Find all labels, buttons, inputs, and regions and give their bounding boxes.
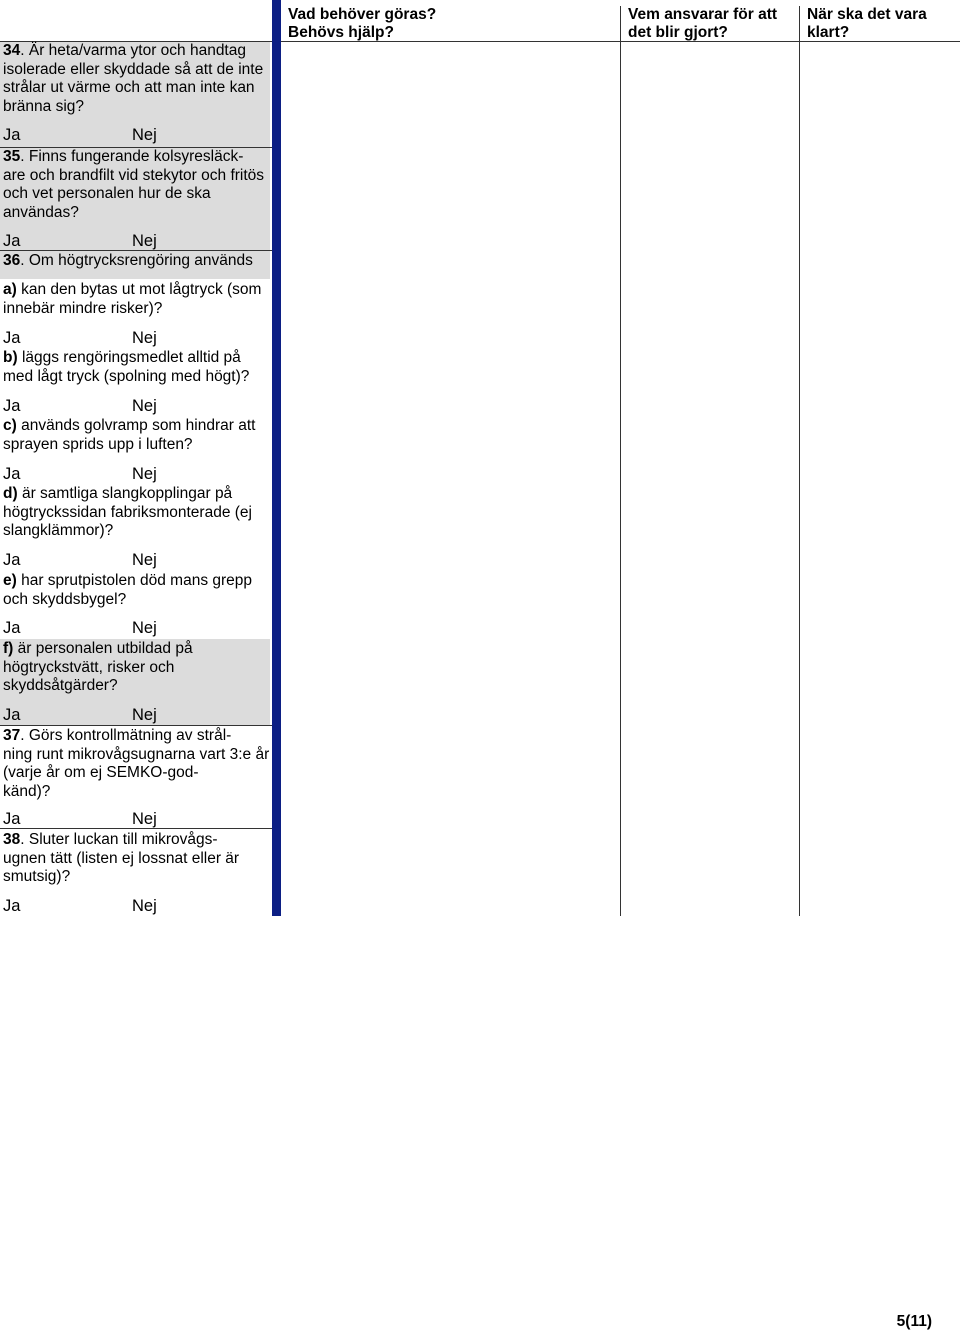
yes-option[interactable]: Ja [3, 397, 21, 415]
yes-option[interactable]: Ja [3, 810, 21, 828]
question-34: 34. Är heta/varma ytor och handtag isolerade eller skyddade så att de inte strålar ut värme och att man inte kan bränna sig? [3, 42, 264, 115]
header-when: När ska det vara klart? [807, 6, 927, 41]
no-option[interactable]: Nej [132, 897, 157, 915]
no-option[interactable]: Nej [132, 329, 157, 347]
no-option[interactable]: Nej [132, 397, 157, 415]
question-38: 38. Sluter luckan till mikrovågs- ugnen tätt (listen ej lossnat eller är smutsig)? [3, 831, 240, 886]
question-36f: f) är personalen utbildad på högtryckstvätt, risker och skyddsåtgärder? [3, 640, 193, 695]
column-divider [799, 6, 800, 916]
question-35: 35. Finns fungerande kolsyresläck- are och brandfilt vid stekytor och fritös och vet personalen hur de ska användas? [3, 148, 265, 221]
yes-option[interactable]: Ja [3, 706, 21, 724]
question-36e: e) har sprutpistolen död mans grepp och skyddsbygel? [3, 572, 253, 608]
no-option[interactable]: Nej [132, 465, 157, 483]
page-number: 5(11) [896, 1313, 932, 1330]
yes-option[interactable]: Ja [3, 126, 21, 144]
column-divider [620, 6, 621, 916]
yes-option[interactable]: Ja [3, 897, 21, 915]
question-36: 36. Om högtrycksrengöring används [3, 252, 253, 269]
row-rule [0, 725, 272, 726]
question-36c: c) används golvramp som hindrar att sprayen sprids upp i luften? [3, 417, 256, 453]
no-option[interactable]: Nej [132, 706, 157, 724]
header-what: Vad behöver göras? Behövs hjälp? [288, 6, 437, 41]
yes-option[interactable]: Ja [3, 465, 21, 483]
header-who: Vem ansvarar för att det blir gjort? [628, 6, 778, 41]
accent-bar [272, 0, 281, 916]
no-option[interactable]: Nej [132, 232, 157, 250]
yes-option[interactable]: Ja [3, 329, 21, 347]
yes-option[interactable]: Ja [3, 551, 21, 569]
question-36a: a) kan den bytas ut mot lågtryck (som innebär mindre risker)? [3, 281, 262, 317]
no-option[interactable]: Nej [132, 551, 157, 569]
question-37: 37. Görs kontrollmätning av strål- ning runt mikrovågsugnarna vart 3:e år (varje år om ej SEMKO-god- känd)? [3, 727, 270, 800]
question-36b: b) läggs rengöringsmedlet alltid på med lågt tryck (spolning med högt)? [3, 349, 250, 385]
no-option[interactable]: Nej [132, 619, 157, 637]
no-option[interactable]: Nej [132, 126, 157, 144]
yes-option[interactable]: Ja [3, 232, 21, 250]
yes-option[interactable]: Ja [3, 619, 21, 637]
no-option[interactable]: Nej [132, 810, 157, 828]
question-36d: d) är samtliga slangkopplingar på högtryckssidan fabriksmonterade (ej slangklämmor)? [3, 485, 252, 540]
